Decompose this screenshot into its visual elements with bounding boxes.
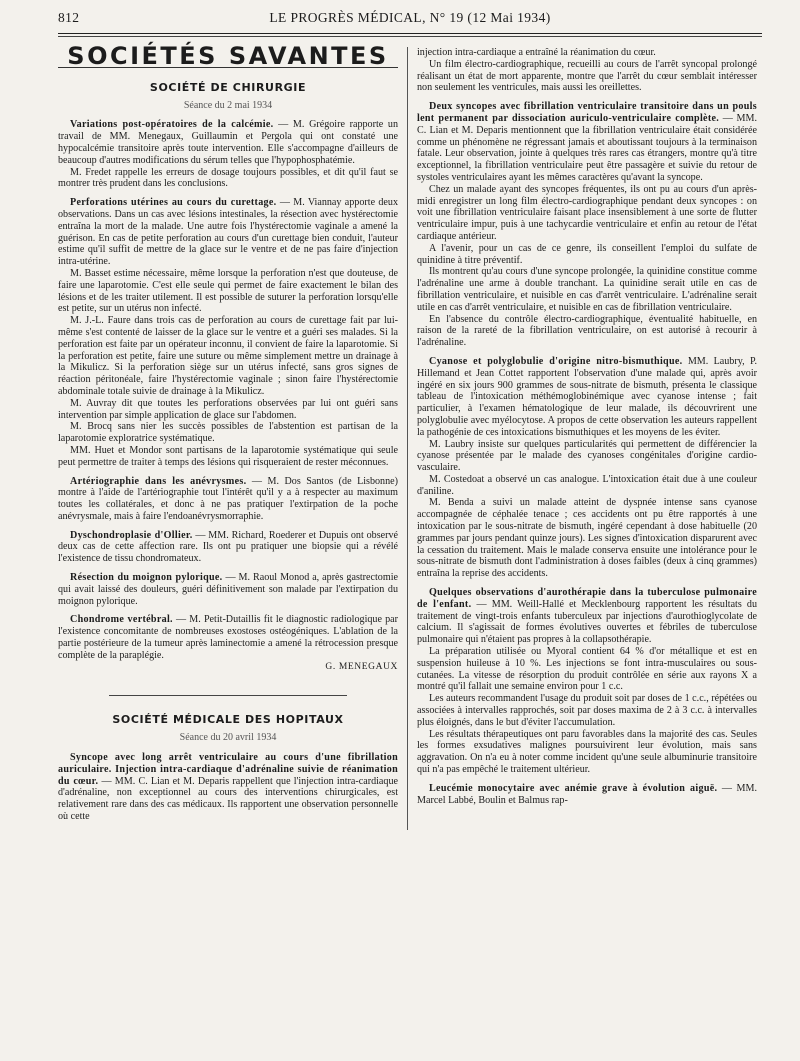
entry-paragraph (417, 356, 757, 439)
entry-paragraph (417, 783, 757, 807)
entry-paragraph (417, 497, 757, 580)
entry-title: Dyschondroplasie d'Ollier. (70, 529, 193, 541)
report-entry (58, 119, 398, 190)
left-column (58, 42, 407, 830)
entry-title: Résection du moignon pylorique. (70, 572, 223, 584)
entry-text: M. Auvray dit que toutes les perforations observées par lui ont guéri sans intervention par simple application de glace sur l'abdomen. (58, 397, 398, 421)
entry-paragraph (58, 167, 398, 191)
entry-title: Quelques observations d'aurothérapie dans la tuberculose pulmonaire de l'enfant. (417, 587, 757, 610)
entry-text: — M. Dos Santos (de Lisbonne) montre à l'aide de l'artériographie tout l'intérêt qu'il y a à respecter au maximum toutes les collatérales, et donc à ne pas pratiquer l'extirpation de la poche anévrysmale, mais à faire l'endoanévrysmorraphie. (58, 475, 398, 522)
report-entry (417, 356, 757, 580)
entry-paragraph (58, 398, 398, 422)
entry-text: A l'avenir, pour un cas de ce genre, ils conseillent l'emploi du sulfate de quinidine à titre préventif. (417, 242, 757, 266)
entry-text: — MM. Weill-Hallé et Mecklenbourg rapportent les résultats du traitement de vingt-trois enfants tuberculeux par injections d'aurothioglycolate de calcium. Il s'agissait de formes évolutives ouvertes et fébriles de tuberculose pulmonaire qui n'étaient pas propres à la collapsothérapie. (417, 598, 757, 646)
entry-paragraph (417, 101, 757, 184)
entry-paragraph (58, 476, 398, 523)
report-entry (417, 587, 757, 776)
entry-text: — M. Petit-Dutaillis fit le diagnostic radiologique par l'existence concomitante de nombreuses exostoses ostéogéniques. L'ablation de la partie postérieure de la tumeur après laminectomie a amené la rétrocession presque complète de la paraplégie. (58, 614, 398, 661)
entry-paragraph (417, 266, 757, 313)
entry-title: Variations post-opératoires de la calcémie. (70, 119, 274, 131)
right-column (407, 47, 757, 830)
journal-title: LE PROGRÈS MÉDICAL, N° 19 (12 Mai 1934) (269, 10, 551, 25)
entry-text: Un film électro-cardiographique, recueilli au cours de l'arrêt syncopal prolongé réalisant un état de mort apparente, montre que l'arrêt du cœur semblait intéresser non seulement les ventricules, mais aussi les oreillettes. (417, 58, 757, 94)
author-signature: G. MENEGAUX (325, 661, 398, 672)
entry-paragraph (58, 421, 398, 445)
entry-paragraph (58, 197, 398, 268)
entry-text: injection intra-cardiaque a entraîné la réanimation du cœur. (417, 47, 656, 58)
entry-paragraph (417, 646, 757, 693)
entry-text: M. J.-L. Faure dans trois cas de perforation au cours de curettage fait par lui-même s'est contenté de laisser de la glace sur le ventre et a guéri ses malades. Si la perforation est faite par un opérateur inconnu, il convient de faire la laparotomie. Si la perforation est petite, faire une suture ou même simplement mettre un drainage à la Mikulicz. Si la perforation siège sur un utérus infecté, sans gros signes de réaction péritonéale, faire l'hystérectomie vaginale ; sinon faire l'hystérectomie abdominale totale suivie de drainage à la Mikulicz. (58, 315, 398, 397)
report-entry (58, 476, 398, 523)
header-rule (58, 33, 762, 34)
entry-paragraph (417, 439, 757, 474)
entry-paragraph (58, 119, 398, 166)
section-title: SOCIÉTÉ DE CHIRURGIE (149, 80, 307, 94)
entry-text: — MM. Marcel Labbé, Boulin et Balmus rap- (417, 782, 757, 806)
entry-text: MM. Huet et Mondor sont partisans de la laparotomie systématique qui seule peut permettre de traiter à temps des lésions qui risqueraient de rester méconnues. (58, 444, 398, 468)
section-title: SOCIÉTÉ MÉDICALE DES HOPITAUX (112, 713, 344, 727)
entry-paragraph (417, 693, 757, 728)
entry-paragraph (417, 587, 757, 646)
entry-paragraph (58, 315, 398, 398)
entry-text: — M. Viannay apporte deux observations. Dans un cas avec lésions intestinales, la résection avec hystérectomie entraîna la mort de la malade. Une autre fois l'hystérectomie vaginale a amené la guérison. En cas de petite perforation au cours d'un curettage bien conduit, l'auteur estime qu'il suffit de mettre de la glace sur le ventre et de ne pas faire d'injection intra-utérine. (58, 197, 398, 268)
running-header (58, 10, 762, 30)
entry-paragraph (417, 47, 757, 59)
entry-paragraph (417, 184, 757, 243)
session-date: Séance du 20 avril 1934 (179, 732, 277, 744)
entry-paragraph (58, 572, 398, 607)
entry-text: La préparation utilisée ou Myoral contient 64 % d'or métallique et est en suspension huileuse à 10 %. Les injections se font intra-musculaires ou sous-cutanées. La vitesse de résorption du produit contrôlée en série aux rayons X a montré qu'il fallait une semaine environ pour 1 c.c. (417, 646, 757, 693)
entry-text: M. Laubry insiste sur quelques particularités qui permettent de différencier la cyanose présentée par le malade des cyanoses congénitales d'origine cardio-vasculaire. (417, 438, 757, 474)
entry-text: Les auteurs recommandent l'usage du produit soit par doses de 1 c.c., répétées ou associées à intervalles rapprochés, soit par doses maxima de 2 à 3 c.c. à intervalles plus éloignés, dans le but d'éviter l'accumulation. (417, 693, 757, 728)
entry-text: Chez un malade ayant des syncopes fréquentes, ils ont pu au cours d'un après-midi enregistrer un long film électro-cardiographique pendant deux syncopes : on voit une fibrillation ventriculaire faisant place insensiblement à une sorte de flutter ventriculaire impur, puis à une tachycardie ventriculaire et enfin au retour de l'état cardiaque antérieur. (417, 183, 757, 242)
entry-paragraph (417, 729, 757, 776)
report-entry (58, 530, 398, 565)
entry-paragraph (58, 268, 398, 315)
report-entry (58, 572, 398, 607)
entry-text: M. Basset estime nécessaire, même lorsque la perforation n'est que douteuse, de faire une laparotomie. C'est elle seule qui permet de faire exactement le bilan des lésions et de les traiter utilement. Il est possible de suturer la perforation lorsqu'elle est petite, sur un utérus non infecté. (58, 267, 398, 315)
entry-paragraph (417, 474, 757, 498)
entry-paragraph (58, 445, 398, 469)
entry-title: Chondrome vertébral. (70, 614, 173, 626)
entry-paragraph (417, 59, 757, 94)
entry-text: — M. Grégoire rapporte un travail de MM. Menegaux, Guillaumin et Pergola qui ont constaté une hypocalcémie transitoire après toute intervention. Elle s'accompagne d'ailleurs de beaucoup d'autres modifications du sérum telles que l'hypophosphatémie. (58, 119, 398, 166)
entry-text: — M. Raoul Monod a, après gastrectomie qui avait laissé des douleurs, guéri définitivement son malade par l'extirpation du moignon pylorique. (58, 572, 398, 607)
report-entry (58, 752, 398, 823)
section-divider (109, 695, 347, 696)
entry-text: Ils montrent qu'au cours d'une syncope prolongée, la quinidine constitue comme l'adrénaline une arme à double tranchant. La quinidine serait utile en cas de fibrillation ventriculaire, et nuisible en cas d'arrêt ventriculaire. L'adrénaline serait utile en cas d'arrêt ventriculaire, et nuisible en cas de fibrillation ventriculaire. (417, 266, 757, 313)
main-title: SOCIÉTÉS SAVANTES (67, 42, 389, 70)
entry-text: — MM. Richard, Roederer et Dupuis ont observé deux cas de cette affection rare. Ils ont pu pratiquer une biopsie qui a révélé l'existence de tissu chondromateux. (58, 529, 398, 565)
entry-text: — MM. C. Lian et M. Deparis mentionnent que la fibrillation ventriculaire était considérée comme un phénomène ne régressant jamais et aboutissant toujours à la terminaison fatale. Leur observation, jointe à quelques très rares cas étrangers, montre qu'à titre exceptionnel, la fibrillation ventriculaire peut être passagère et suivie du retour de systoles ventriculaires ayant les mêmes caractères qu'avant la syncope. (417, 112, 757, 183)
entry-paragraph (58, 530, 398, 565)
two-column-body (58, 42, 762, 830)
report-entry (417, 101, 757, 349)
session-date: Séance du 2 mai 1934 (183, 99, 273, 111)
report-entry (417, 783, 757, 807)
entry-title: Cyanose et polyglobulie d'origine nitro-bismuthique. (429, 355, 683, 367)
report-entry (58, 197, 398, 468)
continued-text (417, 47, 757, 94)
entry-paragraph (417, 314, 757, 349)
entry-paragraph (58, 752, 398, 823)
entry-paragraph (417, 243, 757, 267)
entry-title: Perforations utérines au cours du curettage. (70, 197, 277, 209)
entry-text: M. Brocq sans nier les succès possibles de l'abstention est partisan de la laparotomie exploratrice systématique. (58, 421, 398, 445)
report-entry (58, 614, 398, 673)
entry-text: M. Benda a suivi un malade atteint de dyspnée intense sans cyanose accompagnée de céphalée tenace ; ces accidents ont pu être rapportés à une intoxication par le sous-nitrate de bismuth, ingéré cependant à dose habituelle (20 grammes par jours pendant quinze jours). Les signes d'intoxication disparurent avec la cessation du traitement. Mais le malade conserva ensuite une intolérance pour le sous-nitrate de bismuth dont l'administration à doses faibles (deux à cinq grammes) entraîna la reprise des accidents. (417, 497, 757, 580)
header-rule-thin (58, 36, 762, 37)
entry-text: Les résultats thérapeutiques ont paru favorables dans la majorité des cas. Seules les formes exsudatives malignes poursuivirent leur évolution, mais sans aggravation. On n'a eu à noter comme incident qu'une seule albuminurie transitoire qui n'a pas empêché le traitement ultérieur. (417, 728, 757, 776)
entry-paragraph (58, 614, 398, 661)
entry-title: Syncope avec long arrêt ventriculaire au cours d'une fibrillation auriculaire. Injection intra-cardiaque d'adrénaline suivie de réanimation du cœur. (58, 752, 398, 787)
entry-title: Artériographie dans les anévrysmes. (70, 475, 247, 487)
entry-text: — MM. C. Lian et M. Deparis rappellent que l'injection intra-cardiaque d'adrénaline, non exceptionnel au cours des interventions chirurgicales, est relativement rare dans des cas médicaux. Ils rapportent une observation personnelle où cette (58, 775, 398, 823)
entry-title: Deux syncopes avec fibrillation ventriculaire transitoire dans un pouls lent permanent par dissociation auriculo-ventriculaire complète. (417, 101, 757, 124)
entry-text: MM. Laubry, P. Hillemand et Jean Cottet rapportent l'observation d'une malade qui, après avoir ingéré en six jours 900 grammes de sous-nitrate de bismuth, présenta le classique tableau de l'intoxication méthémoglobinémique avec cyanose intense ; fait particulier, à l'examen hématologique de leur malade, ils découvrirent une polyglobulie avec myélocytose. A propos de cette observation les auteurs rappellent la pathogénie de ces intoxications bismuthiques et les moyens de les éviter. (417, 355, 757, 438)
entry-text: M. Fredet rappelle les erreurs de dosage toujours possibles, et dit qu'il faut se montrer très prudent dans les conclusions. (58, 166, 398, 190)
page-number: 812 (58, 10, 80, 25)
entry-text: M. Costedoat a observé un cas analogue. L'intoxication était due à une couleur d'aniline. (417, 473, 757, 497)
entry-text: En l'absence du contrôle électro-cardiographique, éventualité habituelle, en raison de la rareté de la fibrillation ventriculaire, on est autorisé à recourir à l'adrénaline. (417, 313, 757, 349)
entry-title: Leucémie monocytaire avec anémie grave à évolution aiguë. (429, 782, 718, 794)
